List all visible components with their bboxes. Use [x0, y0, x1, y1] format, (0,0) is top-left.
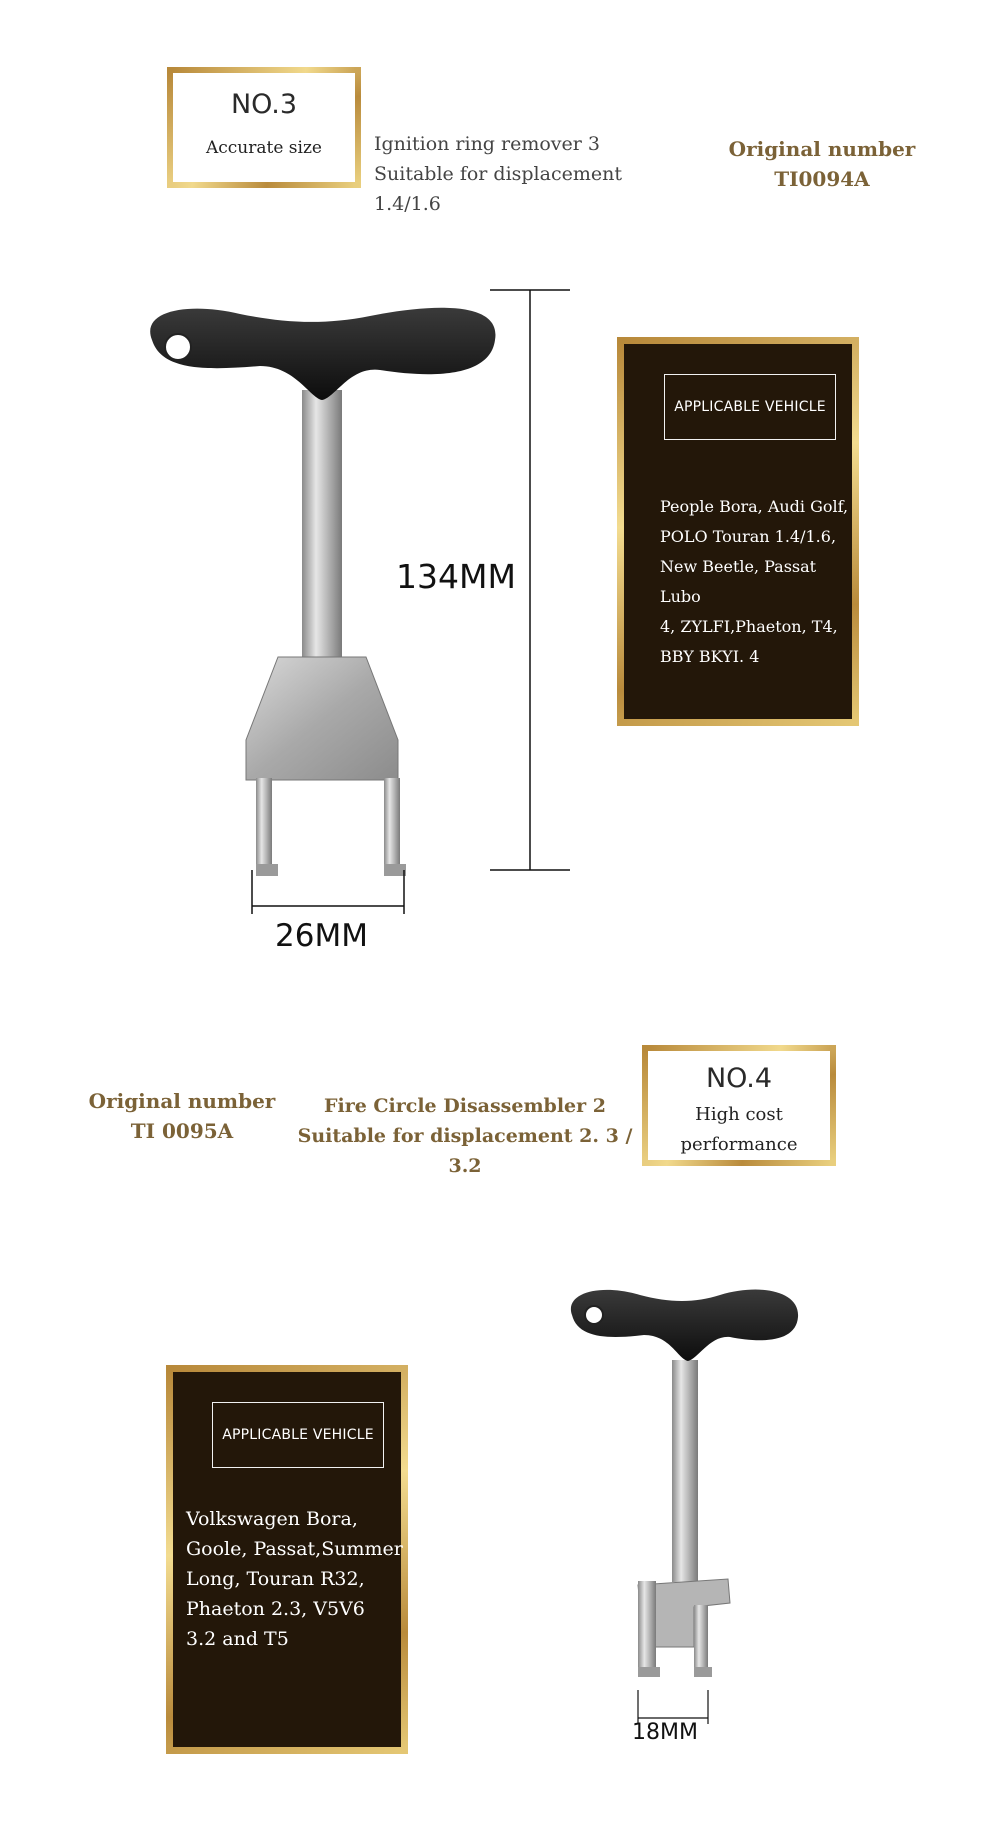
- no3-vehicle-list: [660, 492, 860, 672]
- no4-vehicle-panel: [166, 1365, 408, 1754]
- no4-original-number: [82, 1086, 282, 1146]
- list-item: New Beetle, Passat Lubo: [660, 557, 817, 606]
- width-dimension-line: [250, 870, 410, 914]
- list-item: 3.2 and T5: [186, 1628, 289, 1650]
- no4-badge: [642, 1045, 836, 1166]
- no4-description: [290, 1091, 640, 1181]
- list-item: Volkswagen Bora,: [186, 1508, 358, 1530]
- no4-badge-title: NO.4: [705, 1063, 773, 1094]
- no4-vehicle-list: [186, 1504, 406, 1654]
- no4-badge-subtitle-1: High cost: [695, 1104, 783, 1125]
- list-item: People Bora, Audi Golf,: [660, 497, 849, 516]
- list-item: POLO Touran 1.4/1.6,: [660, 527, 837, 546]
- no3-badge-title: NO.3: [230, 89, 298, 120]
- no4-orig-label: Original number: [88, 1089, 276, 1113]
- no3-width-label: 26MM: [275, 918, 368, 954]
- no4-desc-line2: Suitable for displacement 2. 3 / 3.2: [297, 1125, 633, 1177]
- no3-desc-line2: Suitable for displacement 1.4/1.6: [374, 163, 622, 215]
- no3-badge: [167, 67, 361, 188]
- no3-original-number: [722, 134, 922, 194]
- no3-desc-line1: Ignition ring remover 3: [374, 133, 600, 155]
- no4-orig-value: TI 0095A: [130, 1119, 234, 1143]
- no3-vehicle-label: APPLICABLE VEHICLE: [664, 374, 836, 440]
- no3-description: [374, 129, 694, 219]
- no4-vehicle-label: APPLICABLE VEHICLE: [212, 1402, 384, 1468]
- no3-height-label: 134MM: [396, 557, 516, 596]
- no4-badge-subtitle-2: performance: [680, 1134, 798, 1155]
- t-handle-tool-small-image: [560, 1285, 810, 1725]
- no4-desc-line1: Fire Circle Disassembler 2: [324, 1095, 606, 1117]
- list-item: BBY BKYI. 4: [660, 647, 760, 666]
- list-item: 4, ZYLFI,Phaeton, T4,: [660, 617, 838, 636]
- list-item: Goole, Passat,Summer: [186, 1538, 403, 1560]
- list-item: Phaeton 2.3, V5V6: [186, 1598, 365, 1620]
- list-item: Long, Touran R32,: [186, 1568, 365, 1590]
- no3-badge-subtitle: Accurate size: [205, 138, 322, 158]
- no3-vehicle-panel: [617, 337, 859, 726]
- no3-orig-label: Original number: [728, 137, 916, 161]
- no4-width-label: 18MM: [632, 1720, 698, 1745]
- no3-orig-value: TI0094A: [774, 167, 870, 191]
